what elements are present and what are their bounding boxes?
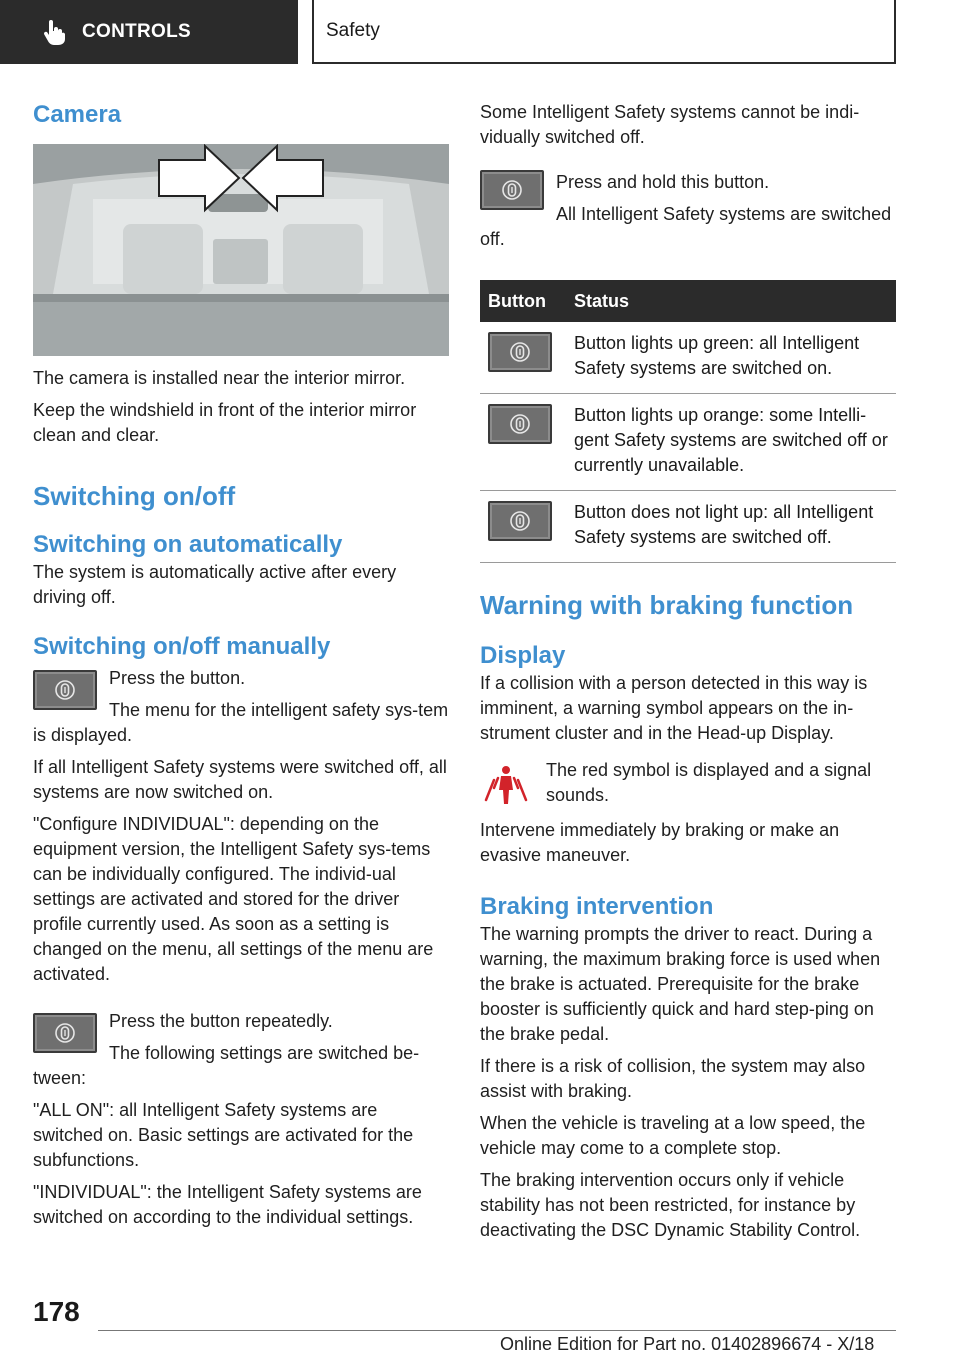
manual-paragraph-1: Press the button. (109, 668, 246, 688)
page-number: 178 (33, 1296, 80, 1327)
footer-edition: Online Edition for Part no. 01402896674 - X/18 (500, 1334, 875, 1354)
safety-assist-icon (501, 179, 523, 201)
symbol-paragraph: The red symbol is displayed and a signal sounds. (546, 760, 872, 805)
repeat-paragraph-4: "INDIVIDUAL": the Intelligent Safety systems are switched on according to the individual settings. (33, 1182, 422, 1227)
right-column (480, 100, 896, 1243)
chapter-tab (312, 0, 896, 64)
status-text: Button lights up green: all Intelligent Safety systems are switched on. (566, 322, 896, 394)
manual-paragraph-2: The menu for the intelligent safety sys-tem is displayed. (33, 700, 449, 745)
display-paragraph: If a collision with a person detected in this way is imminent, a warning symbol appears on the in-strument cluster and in the Head-up Display. (480, 673, 868, 743)
switching-heading: Switching on/off (33, 481, 236, 511)
hold-paragraph-1: Press and hold this button. (556, 172, 770, 192)
safety-button-icon (33, 1013, 97, 1053)
auto-paragraph: The system is automatically active after every driving off. (33, 562, 397, 607)
safety-button-icon (480, 170, 544, 210)
safety-assist-icon (509, 510, 531, 532)
repeat-paragraph-3: "ALL ON": all Intelligent Safety systems are switched on. Basic settings are activated for the subfunctions. (33, 1100, 414, 1170)
table-row (480, 322, 896, 394)
repeat-paragraph-1: Press the button repeatedly. (109, 1011, 333, 1031)
safety-button-icon (33, 670, 97, 710)
table-header-row (480, 280, 896, 322)
braking-paragraph-1: The warning prompts the driver to react. During a warning, the maximum braking force is used when the brake is actuated. Prerequisite for the brake booster is sufficiently quick and hard step-ping on the brake pedal. (480, 924, 881, 1044)
chapter-title: Safety (326, 20, 380, 41)
safety-assist-icon (509, 341, 531, 363)
safety-assist-icon (54, 679, 76, 701)
auto-heading: Switching on automatically (33, 531, 343, 558)
camera-heading: Camera (33, 101, 122, 128)
safety-button-icon (488, 332, 552, 372)
section-tab-controls (0, 0, 298, 64)
braking-paragraph-4: The braking intervention occurs only if vehicle stability has not been restricted, for instance by deactivating the DSC Dynamic Stability Control. (480, 1170, 861, 1240)
repeat-paragraph-2: The following settings are switched be-tween: (33, 1043, 420, 1088)
camera-paragraph-1: The camera is installed near the interior mirror. (33, 368, 406, 388)
button-status-table (480, 280, 896, 563)
table-header-button: Button (480, 280, 566, 322)
braking-paragraph-3: When the vehicle is traveling at a low speed, the vehicle may come to a complete stop. (480, 1113, 866, 1158)
camera-location-photo (33, 144, 449, 356)
table-row (480, 491, 896, 563)
braking-paragraph-2: If there is a risk of collision, the system may also assist with braking. (480, 1056, 866, 1101)
pedestrian-warning-icon (480, 758, 532, 810)
safety-button-icon (488, 404, 552, 444)
hold-paragraph-2: All Intelligent Safety systems are switched off. (480, 204, 892, 249)
footer-divider (98, 1330, 896, 1331)
warning-heading: Warning with braking function (480, 590, 854, 620)
safety-assist-icon (509, 413, 531, 435)
section-title: CONTROLS (82, 21, 192, 42)
left-column (33, 100, 449, 1230)
safety-assist-icon (54, 1022, 76, 1044)
status-text: Button does not light up: all Intelligent Safety systems are switched off. (566, 491, 896, 563)
manual-paragraph-3: If all Intelligent Safety systems were switched off, all systems are now switched on. (33, 757, 447, 802)
camera-paragraph-2: Keep the windshield in front of the interior mirror clean and clear. (33, 400, 417, 445)
manual-heading: Switching on/off manually (33, 633, 331, 660)
braking-heading: Braking intervention (480, 893, 714, 920)
status-text: Button lights up orange: some Intelli-gent Safety systems are switched off or currently unavailable. (566, 394, 896, 491)
display-heading: Display (480, 642, 566, 669)
table-header-status: Status (566, 280, 896, 322)
car-interior-illustration (33, 144, 449, 356)
intervene-paragraph: Intervene immediately by braking or make an evasive maneuver. (480, 820, 840, 865)
safety-button-icon (488, 501, 552, 541)
manual-paragraph-4: "Configure INDIVIDUAL": depending on the equipment version, the Intelligent Safety sys-tems can be individually configured. The individ-ual settings are activated and stored for the driver profile currently used. As soon as a setting is changed on the menu, all settings of the menu are activated. (33, 814, 434, 984)
table-row (480, 394, 896, 491)
hand-pointer-icon (40, 18, 68, 46)
intro-paragraph: Some Intelligent Safety systems cannot be indi-vidually switched off. (480, 102, 860, 147)
